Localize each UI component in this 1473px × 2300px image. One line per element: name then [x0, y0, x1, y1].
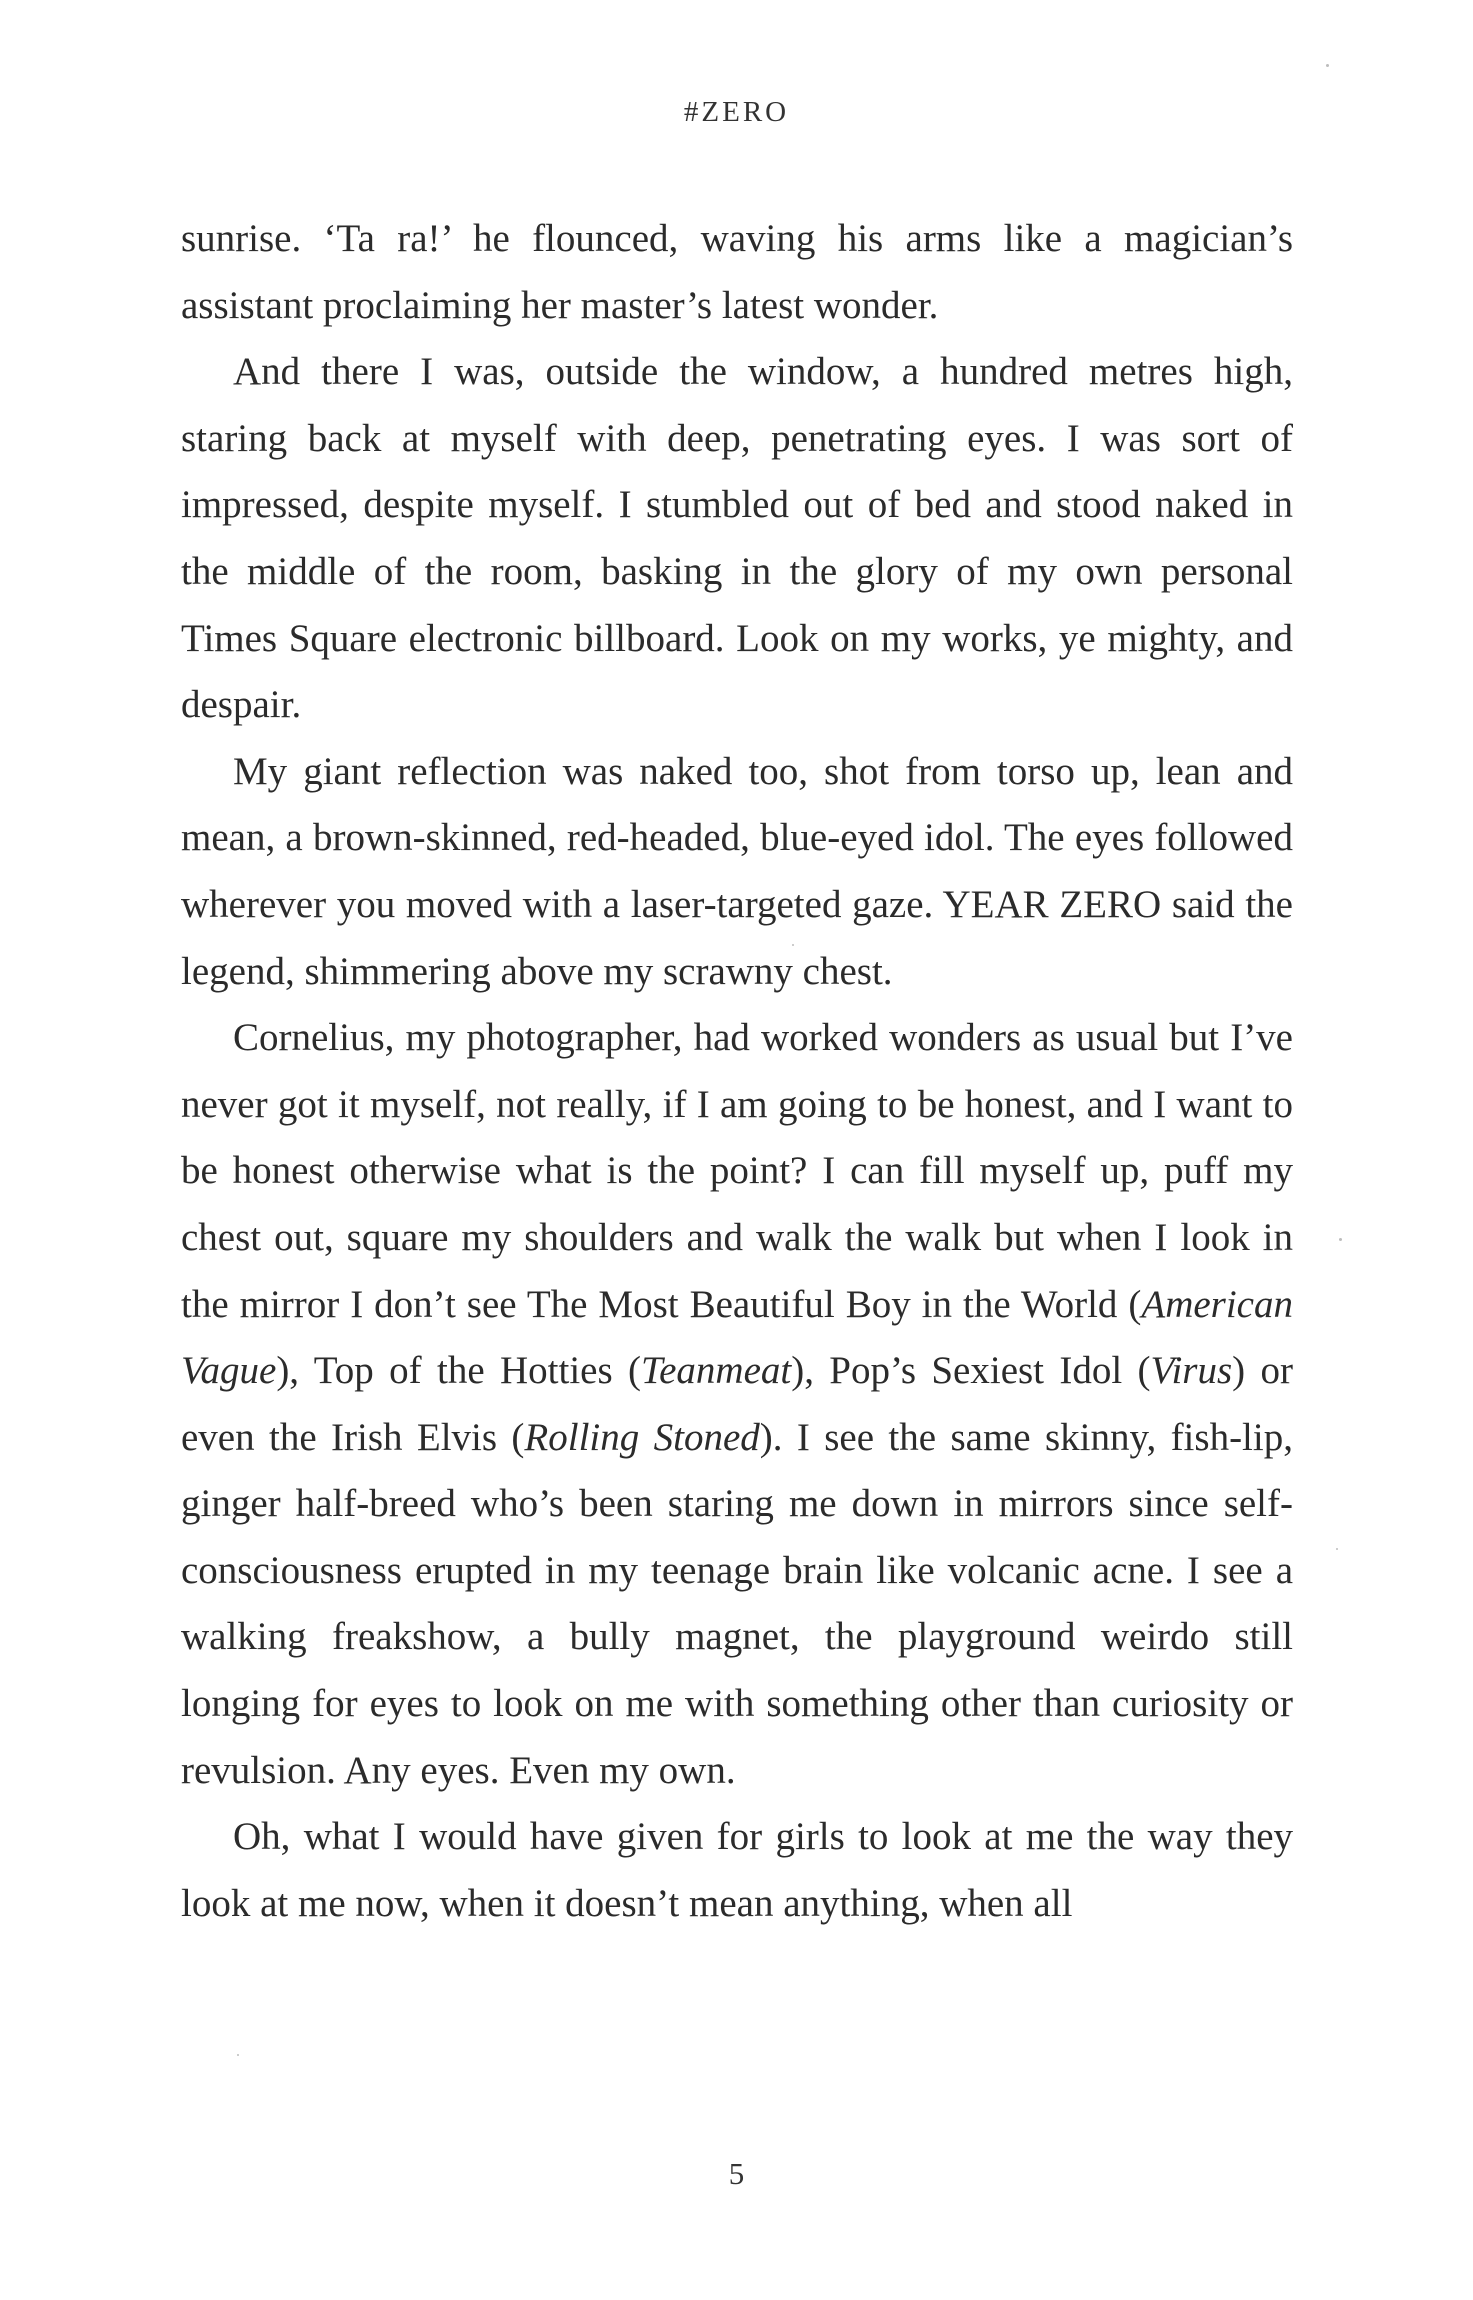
page-number: 5	[728, 2156, 745, 2191]
paper-speck	[237, 2054, 239, 2056]
text-segment: My giant reflection was naked too, shot from torso up, lean and mean, a brown-skinned, red-headed, blue-eyed idol. The eyes followed wherever you moved with a laser-targeted gaze. YEAR ZERO said the legend, shimmering above my scrawny chest.	[181, 749, 1293, 993]
italic-title: American Vague	[181, 1282, 1293, 1393]
italic-title: Virus	[1150, 1349, 1233, 1393]
paper-speck	[792, 944, 794, 946]
paragraph	[181, 1005, 1293, 1804]
text-segment: Cornelius, my photographer, had worked wonders as usual but I’ve never got it myself, not really, if I am going to be honest, and I want to be honest otherwise what is the point? I can fill myself up, puff my chest out, square my shoulders and walk the walk but when I look in the mirror I don’t see The Most Beautiful Boy in the World (	[181, 1016, 1293, 1326]
italic-title: Teanmeat	[640, 1349, 792, 1393]
body-text	[181, 206, 1293, 1937]
text-segment: sunrise. ‘Ta ra!’ he flounced, waving his arms like a magician’s assistant proclaiming her master’s latest wonder.	[181, 217, 1293, 327]
paper-speck	[1336, 1548, 1338, 1550]
paragraph	[181, 1804, 1293, 1937]
text-segment: ). I see the same skinny, fish-lip, ginger half-breed who’s been staring me down in mirrors since self-consciousness erupted in my teenage brain like volcanic acne. I see a walking freakshow, a bully magnet, the playground weirdo still longing for eyes to look on me with something other than curiosity or revulsion. Any eyes. Even my own.	[181, 1415, 1293, 1792]
text-segment: ), Pop’s Sexiest Idol (	[791, 1349, 1151, 1393]
paragraph	[181, 206, 1293, 339]
paragraph	[181, 339, 1293, 739]
italic-title: Rolling Stoned	[524, 1415, 760, 1459]
running-head: #ZERO	[683, 96, 790, 128]
paper-speck	[1326, 64, 1329, 67]
paper-speck	[1339, 1238, 1342, 1241]
text-segment: ) or even the Irish Elvis (	[181, 1349, 1293, 1459]
text-segment: Oh, what I would have given for girls to look at me the way they look at me now, when it doesn’t mean anything, when all	[181, 1815, 1293, 1925]
text-segment: And there I was, outside the window, a hundred metres high, staring back at myself with deep, penetrating eyes. I was sort of impressed, despite myself. I stumbled out of bed and stood naked in the middle of the room, basking in the glory of my own personal Times Square electronic billboard. Look on my works, ye mighty, and despair.	[181, 350, 1293, 727]
text-segment: ), Top of the Hotties (	[276, 1349, 641, 1393]
paragraph	[181, 739, 1293, 1005]
